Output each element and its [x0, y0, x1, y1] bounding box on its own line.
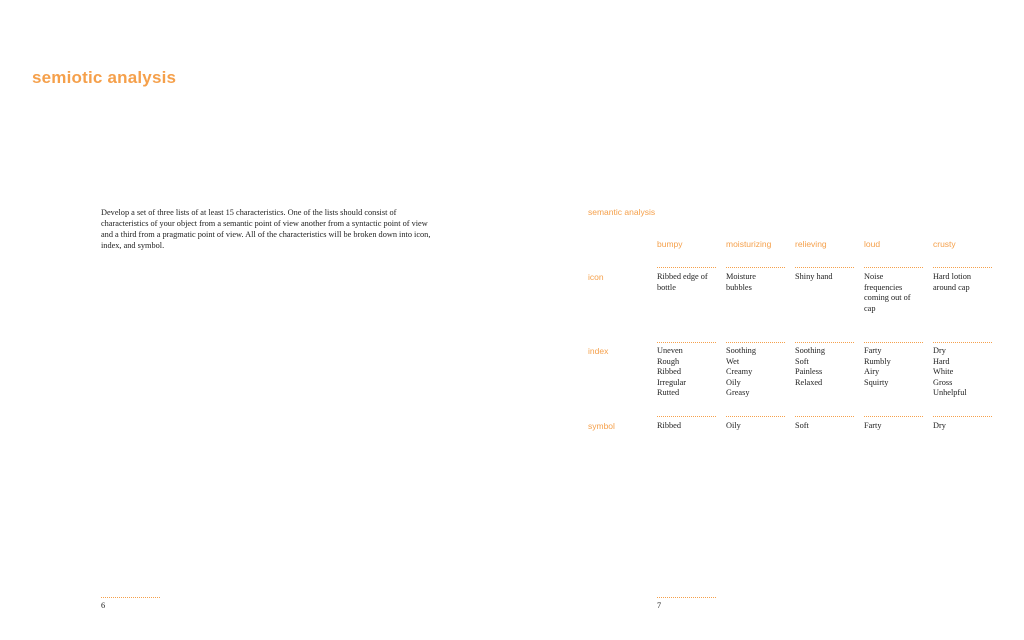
row-rule: [864, 267, 923, 268]
column-header-crusty: crusty: [933, 239, 956, 249]
footer-rule-left: [101, 597, 160, 598]
row-rule: [726, 342, 785, 343]
row-rule: [657, 267, 716, 268]
cell-line: coming out of: [864, 293, 911, 303]
row-label-icon: icon: [588, 272, 604, 282]
intro-paragraph: Develop a set of three lists of at least 15 characteristics. One of the lists should consist of characteristics of your object from a semantic point of view another from a syntactic point of view and a third from a pragmatic point of view. All of the characteristics will be broken down into icon, index, and symbol.: [101, 208, 431, 250]
cell-line: Creamy: [726, 367, 753, 377]
cell-line: Farty: [864, 346, 882, 355]
row-rule: [726, 416, 785, 417]
column-header-bumpy: bumpy: [657, 239, 683, 249]
cell-line: Airy: [864, 367, 880, 377]
footer-rule-right: [657, 597, 716, 598]
cell-line: Soft: [795, 356, 809, 366]
row-rule: [657, 342, 716, 343]
page-number-left: 6: [101, 601, 106, 610]
cell-line: cap: [864, 303, 876, 313]
cell-line: White: [933, 367, 954, 377]
cell-index-bumpy: [657, 346, 717, 399]
row-label-symbol: symbol: [588, 421, 615, 431]
cell-line: Ribbed edge of: [657, 272, 708, 281]
cell-line: Rutted: [657, 388, 680, 398]
cell-symbol-relieving: [795, 421, 855, 432]
column-header-moisturizing: moisturizing: [726, 239, 772, 249]
cell-index-relieving: [795, 346, 855, 388]
row-rule: [933, 267, 992, 268]
cell-line: Ribbed: [657, 421, 681, 430]
page-title: semiotic analysis: [32, 68, 177, 87]
cell-line: Rumbly: [864, 356, 891, 366]
cell-line: Noise: [864, 272, 884, 281]
cell-icon-bumpy: [657, 272, 717, 293]
cell-line: Painless: [795, 367, 823, 377]
cell-line: Moisture: [726, 272, 756, 281]
cell-line: Soothing: [726, 346, 756, 355]
page-number-right: 7: [657, 601, 662, 610]
cell-index-moisturizing: [726, 346, 786, 399]
section-title: semantic analysis: [588, 207, 656, 217]
cell-line: Irregular: [657, 377, 687, 387]
cell-line: Squirty: [864, 377, 889, 387]
row-rule: [864, 416, 923, 417]
row-rule: [933, 416, 992, 417]
cell-line: Unhelpful: [933, 388, 967, 398]
cell-line: Soothing: [795, 346, 825, 355]
cell-line: Greasy: [726, 388, 750, 398]
row-rule: [864, 342, 923, 343]
cell-line: Hard lotion: [933, 272, 972, 281]
cell-symbol-bumpy: [657, 421, 717, 432]
row-label-index: index: [588, 346, 609, 356]
cell-line: Relaxed: [795, 377, 823, 387]
cell-line: Ribbed: [657, 367, 681, 377]
cell-line: frequencies: [864, 282, 903, 292]
cell-icon-moisturizing: [726, 272, 786, 293]
cell-line: Uneven: [657, 346, 683, 355]
cell-line: bubbles: [726, 282, 752, 292]
cell-index-crusty: [933, 346, 993, 399]
cell-line: Hard: [933, 356, 950, 366]
cell-line: Dry: [933, 421, 946, 430]
cell-index-loud: [864, 346, 924, 388]
cell-icon-crusty: [933, 272, 993, 293]
cell-line: Farty: [864, 421, 882, 430]
cell-icon-relieving: [795, 272, 855, 283]
row-rule: [657, 416, 716, 417]
cell-line: Wet: [726, 356, 740, 366]
cell-symbol-loud: [864, 421, 924, 432]
row-rule: [795, 267, 854, 268]
row-rule: [795, 342, 854, 343]
row-rule: [795, 416, 854, 417]
cell-line: Dry: [933, 346, 946, 355]
cell-symbol-crusty: [933, 421, 993, 432]
cell-line: around cap: [933, 282, 970, 292]
row-rule: [933, 342, 992, 343]
cell-line: Rough: [657, 356, 680, 366]
cell-symbol-moisturizing: [726, 421, 786, 432]
cell-line: bottle: [657, 282, 676, 292]
row-rule: [726, 267, 785, 268]
cell-line: Oily: [726, 421, 741, 430]
cell-line: Gross: [933, 377, 953, 387]
column-header-relieving: relieving: [795, 239, 827, 249]
column-header-loud: loud: [864, 239, 881, 249]
cell-icon-loud: [864, 272, 924, 314]
cell-line: Oily: [726, 377, 741, 387]
cell-line: Soft: [795, 421, 809, 430]
cell-line: Shiny hand: [795, 272, 833, 281]
